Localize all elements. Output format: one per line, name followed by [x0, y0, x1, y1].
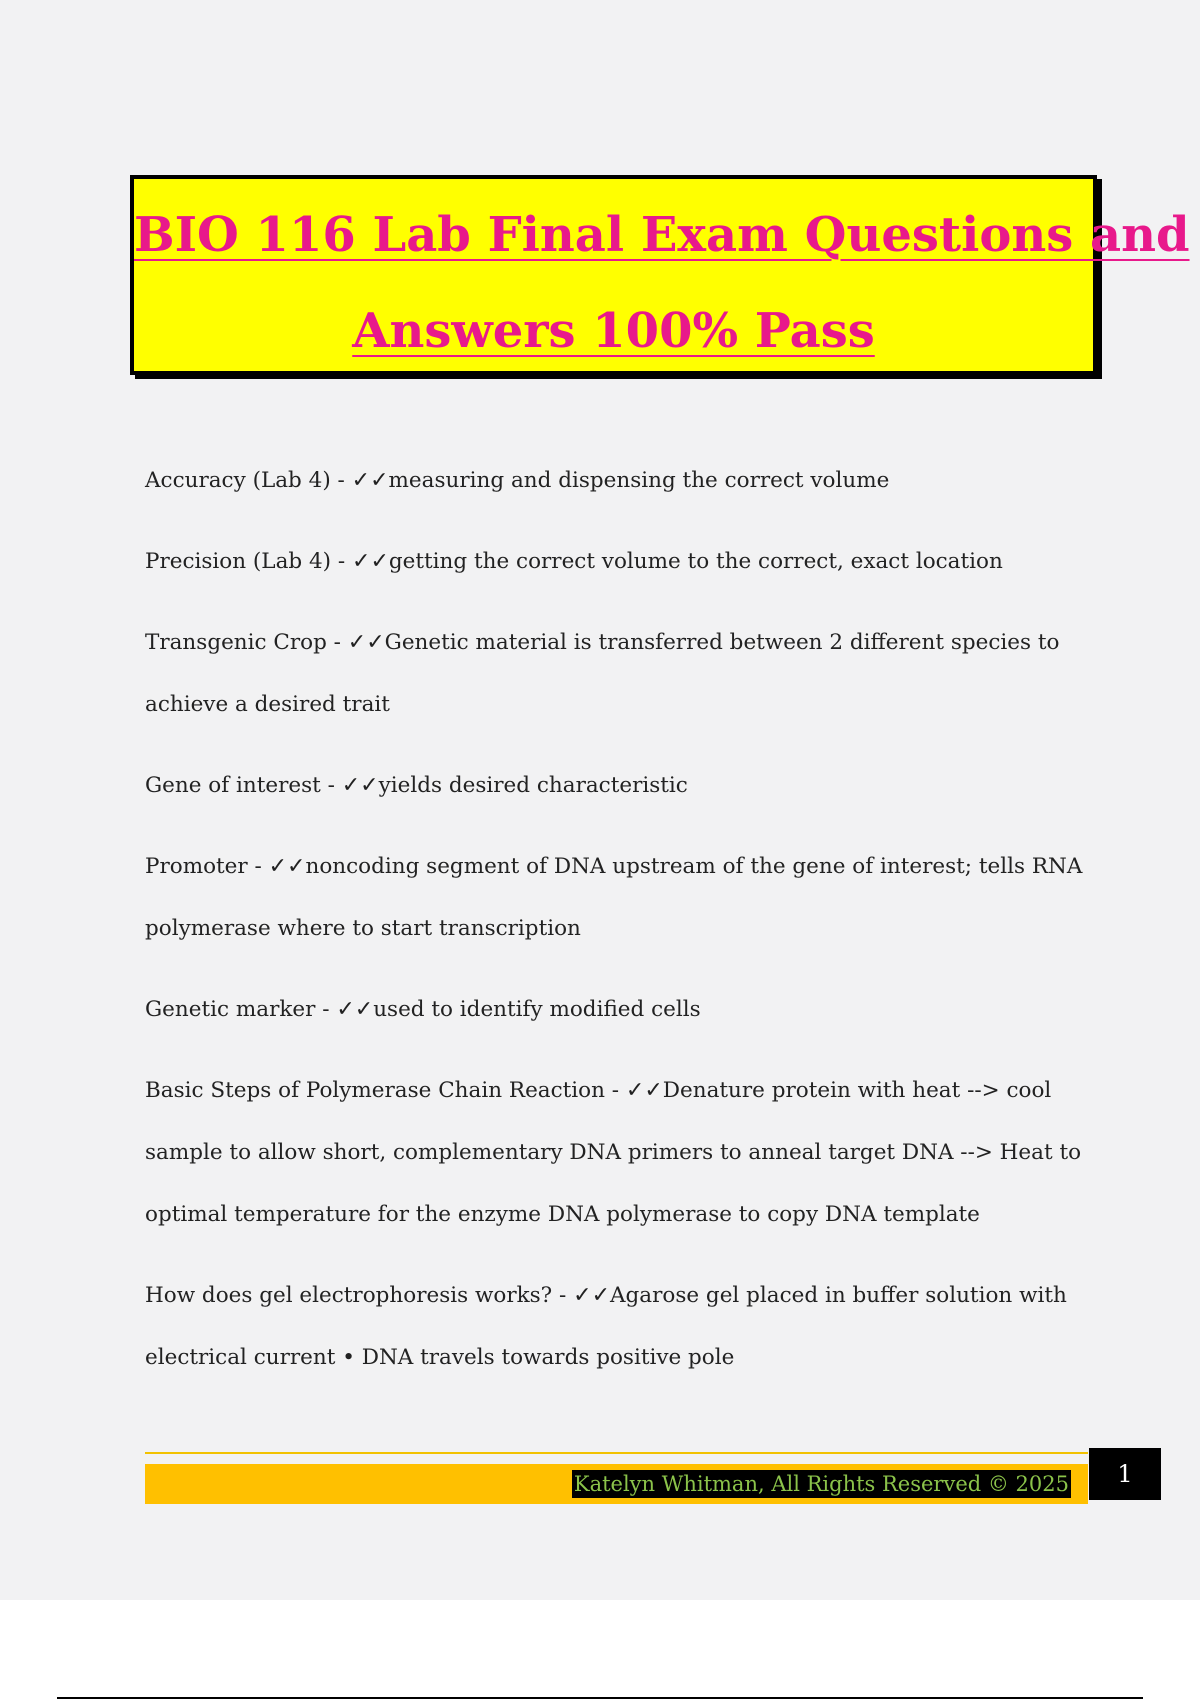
- bottom-divider: [57, 1697, 1143, 1699]
- qa-answer: Agarose gel placed in buffer solution with electrical current • DNA travels towards positive pole: [145, 1283, 1067, 1370]
- qa-answer: Denature protein with heat --> cool sample to allow short, complementary DNA primers to anneal target DNA --> Heat to optimal temperature for the enzyme DNA polymerase to copy DNA template: [145, 1078, 1082, 1227]
- qa-term: Basic Steps of Polymerase Chain Reaction -: [145, 1078, 626, 1103]
- qa-answer: yields desired characteristic: [378, 773, 688, 798]
- qa-item: [145, 979, 1085, 1041]
- qa-term: Genetic marker -: [145, 997, 337, 1022]
- title-line-1: BIO 116 Lab Final Exam Questions and: [134, 207, 1190, 263]
- qa-item: [145, 612, 1085, 736]
- footer-bar: [145, 1464, 1088, 1504]
- qa-answer: measuring and dispensing the correct volume: [388, 468, 890, 493]
- check-icon: ✓✓: [573, 1283, 611, 1308]
- check-icon: ✓✓: [351, 468, 389, 493]
- qa-answer: used to identify modified cells: [373, 997, 701, 1022]
- check-icon: ✓✓: [625, 1078, 663, 1103]
- title-box: [130, 175, 1190, 375]
- check-icon: ✓✓: [341, 773, 379, 798]
- check-icon: ✓✓: [336, 997, 374, 1022]
- qa-term: Gene of interest -: [145, 773, 342, 798]
- check-icon: ✓✓: [268, 854, 306, 879]
- qa-term: Transgenic Crop -: [145, 630, 348, 655]
- qa-answer: getting the correct volume to the correct, exact location: [388, 549, 1003, 574]
- title-line-2: Answers 100% Pass: [352, 303, 875, 359]
- qa-term: Promoter -: [145, 854, 269, 879]
- qa-item: [145, 836, 1085, 960]
- qa-term: Accuracy (Lab 4) -: [145, 468, 352, 493]
- check-icon: ✓✓: [347, 630, 385, 655]
- footer-rule: [145, 1452, 1088, 1454]
- qa-item: [145, 755, 1085, 817]
- check-icon: ✓✓: [352, 549, 389, 574]
- qa-list: [145, 450, 1085, 1408]
- copyright-text: Katelyn Whitman, All Rights Reserved © 2025: [573, 1472, 1069, 1496]
- qa-item: [145, 1060, 1085, 1246]
- page-number: 1: [1089, 1448, 1161, 1500]
- qa-item: [145, 450, 1085, 512]
- qa-answer: Genetic material is transferred between 2 different species to achieve a desired trait: [145, 630, 1060, 717]
- qa-term: How does gel electrophoresis works? -: [145, 1283, 574, 1308]
- qa-item: [145, 531, 1085, 593]
- qa-answer: noncoding segment of DNA upstream of the gene of interest; tells RNA polymerase where to start transcription: [145, 854, 1083, 941]
- qa-term: Precision (Lab 4) -: [145, 549, 353, 574]
- qa-item: [145, 1265, 1085, 1389]
